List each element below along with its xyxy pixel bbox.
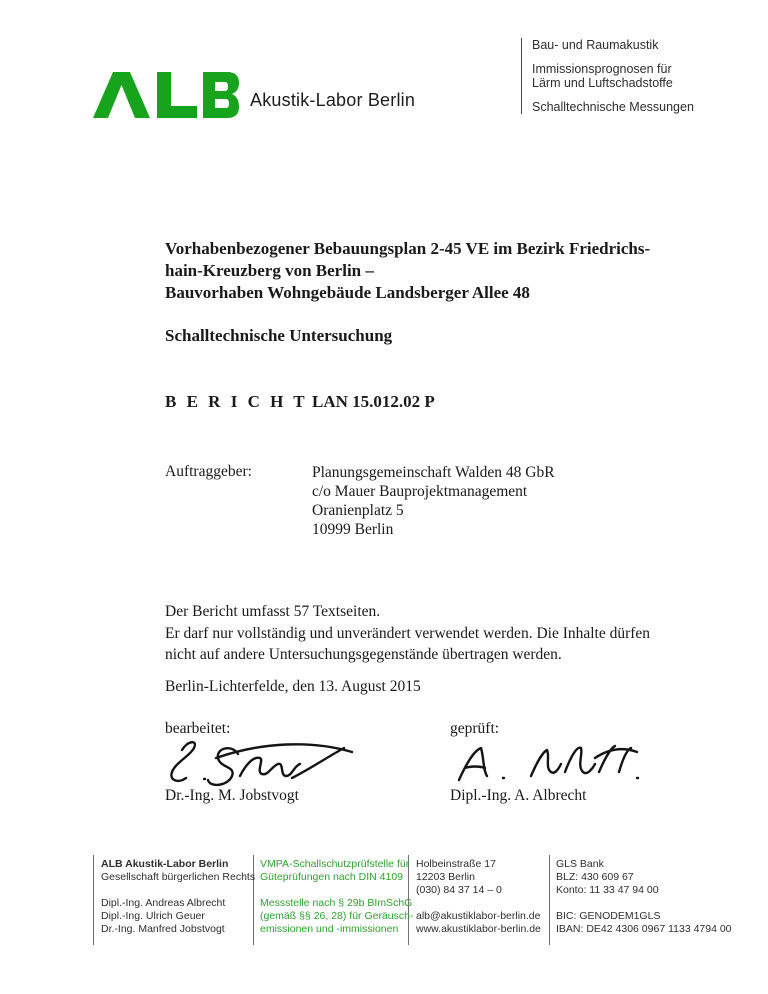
report-number: LAN 15.012.02 P [312,392,435,411]
service-item: Lärm und Luftschadstoffe [532,76,673,90]
note-line: nicht auf andere Untersuchungsgegenstände übertragen werden. [165,646,562,663]
footer-cert-line: VMPA-Schallschutzprüfstelle für [260,858,410,870]
processed-by-label: bearbeitet: [165,720,231,737]
checked-by-name: Dipl.-Ing. A. Albrecht [450,787,587,804]
signature-albrecht [447,738,642,791]
footer-bic: BIC: GENODEM1GLS [556,910,661,922]
footer-certifications-column [260,858,414,936]
report-line [165,392,665,414]
services-list [521,38,706,114]
footer-konto: Konto: 11 33 47 94 00 [556,884,659,896]
report-notes [165,601,650,666]
footer-email: alb@akustiklabor-berlin.de [416,910,541,922]
signature-albrecht-icon [447,738,642,786]
footer-company-legal: Gesellschaft bürgerlichen Rechts [101,871,256,883]
client-line: Oranienplatz 5 [312,502,404,519]
footer-company-column [101,858,255,936]
footer-divider [549,855,550,945]
title-line-1: Vorhabenbezogener Bebauungsplan 2-45 VE im Bezirk Friedrichs- [165,239,651,258]
title-line-2: hain-Kreuzberg von Berlin – [165,261,374,280]
document-title [165,238,650,304]
client-address [312,463,555,539]
note-line: Der Bericht umfasst 57 Textseiten. [165,603,381,620]
title-line-3: Bauvorhaben Wohngebäude Landsberger Allee 48 [165,283,530,302]
service-item: Bau- und Raumakustik [532,38,659,52]
client-line: 10999 Berlin [312,521,394,538]
footer-cert-line: emissionen und -immissionen [260,923,399,935]
service-item: Schalltechnische Messungen [532,100,694,114]
signature-jobstvogt [152,732,357,795]
footer-iban: IBAN: DE42 4306 0967 1133 4794 00 [556,923,732,935]
company-name: Akustik-Labor Berlin [250,90,416,110]
footer-person: Dipl.-Ing. Andreas Albrecht [101,897,226,909]
footer-person: Dr.-Ing. Manfred Jobstvogt [101,923,225,935]
report-label: B E R I C H T [165,392,308,411]
date-line: Berlin-Lichterfelde, den 13. August 2015 [165,678,421,695]
footer-contact-column [416,858,541,936]
client-line: Planungsgemeinschaft Walden 48 GbR [312,464,555,481]
footer-bank-name: GLS Bank [556,858,604,870]
signature-jobstvogt-icon [152,732,357,790]
client-line: c/o Mauer Bauprojektmanagement [312,483,528,500]
footer-website: www.akustiklabor-berlin.de [416,923,541,935]
footer-blz: BLZ: 430 609 67 [556,871,634,883]
alb-logo [93,70,239,120]
footer-person: Dipl.-Ing. Ulrich Geuer [101,910,205,922]
footer-cert-line: Güteprüfungen nach DIN 4109 [260,871,404,883]
note-line: Er darf nur vollständig und unverändert verwendet werden. Die Inhalte dürfen [165,624,651,642]
client-label: Auftraggeber: [165,463,252,480]
footer-divider [93,855,94,945]
footer-phone: (030) 84 37 14 – 0 [416,884,502,896]
checked-by-label: geprüft: [450,720,500,737]
service-item: Immissionsprognosen für [532,62,672,76]
document-subtitle: Schalltechnische Untersuchung [165,326,393,345]
footer-company-name: ALB Akustik-Labor Berlin [101,858,229,870]
processed-by-name: Dr.-Ing. M. Jobstvogt [165,787,299,804]
footer-cert-line: (gemäß §§ 26, 28) für Geräusch- [260,910,414,922]
footer-cert-line: Messstelle nach § 29b BImSchG [260,897,413,909]
footer-city: 12203 Berlin [416,871,475,883]
alb-logo-icon [93,70,239,120]
footer-bank-column [556,858,732,936]
footer-street: Holbeinstraße 17 [416,858,496,870]
